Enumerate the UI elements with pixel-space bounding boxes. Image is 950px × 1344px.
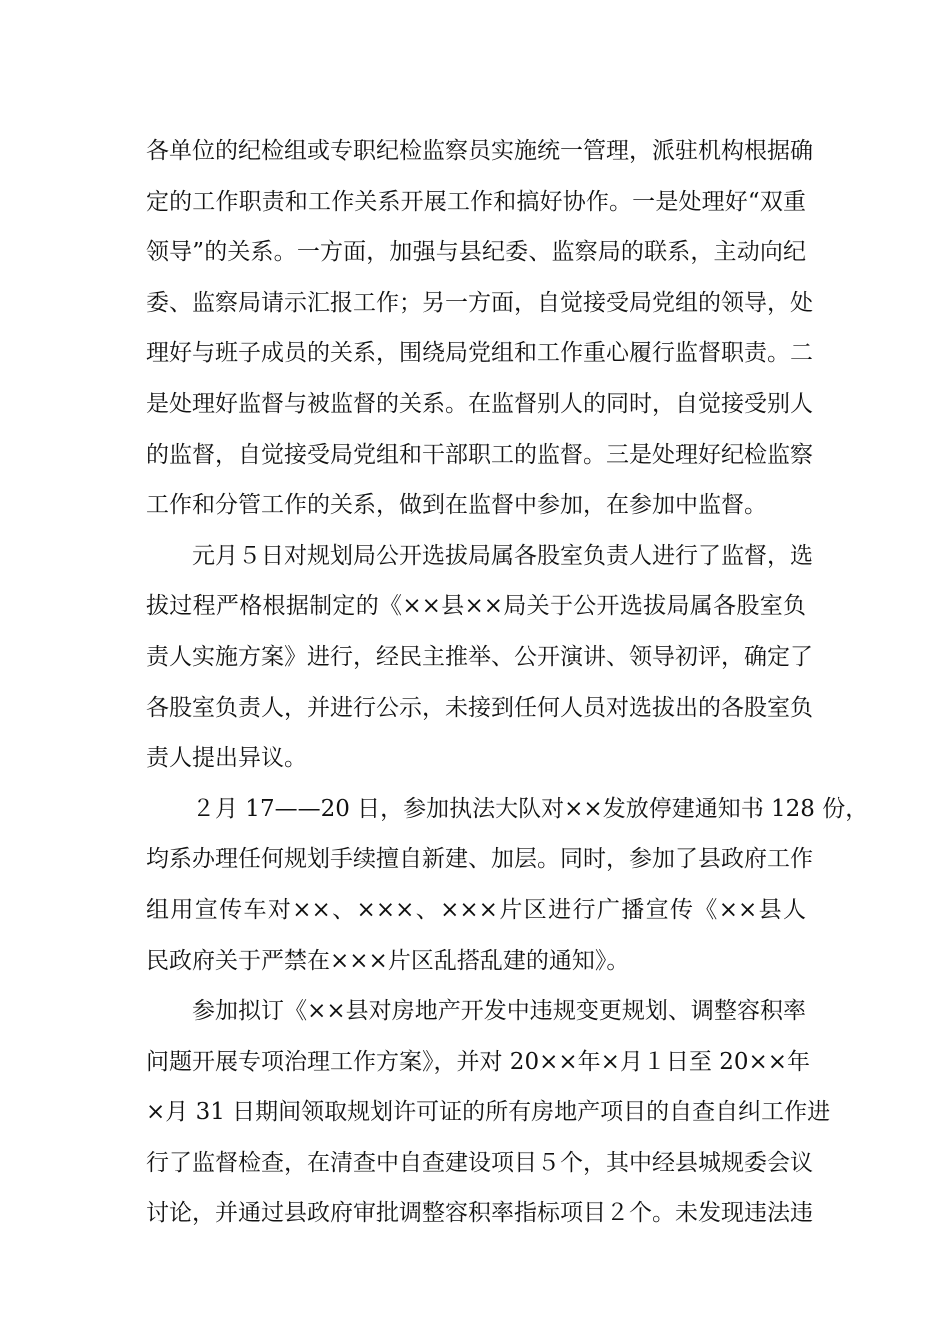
text-line: 元月５日对规划局公开选拔局属各股室负责人进行了监督，选	[192, 542, 813, 569]
paragraph-4	[146, 986, 831, 1239]
text-line: 领导”的关系。一方面，加强与县纪委、监察局的联系，主动向纪	[146, 239, 806, 266]
text-line: 组用宣传车对××、×××、×××片区进行广播宣传《××县人	[146, 896, 806, 923]
text-line: 行了监督检查，在清查中自查建设项目５个，其中经县城规委会议	[146, 1149, 813, 1176]
text-line: 责人提出异议。	[146, 745, 307, 772]
paragraph-3	[146, 784, 869, 986]
text-line: 委、监察局请示汇报工作；另一方面，自觉接受局党组的领导，处	[146, 289, 813, 316]
text-line: 拔过程严格根据制定的《××县××局关于公开选拔局属各股室负	[146, 593, 806, 620]
text-line: 工作和分管工作的关系，做到在监督中参加，在参加中监督。	[146, 492, 767, 519]
document-body	[146, 126, 869, 1239]
text-line: 的监督，自觉接受局党组和干部职工的监督。三是处理好纪检监察	[146, 441, 813, 468]
text-line: 讨论，并通过县政府审批调整容积率指标项目２个。未发现违法违	[146, 1200, 813, 1227]
text-line: 各股室负责人，并进行公示，未接到任何人员对选拔出的各股室负	[146, 694, 813, 721]
text-line: 责人实施方案》进行，经民主推举、公开演讲、领导初评，确定了	[146, 643, 813, 670]
text-line: 定的工作职责和工作关系开展工作和搞好协作。一是处理好“双重	[146, 188, 806, 215]
text-line: ２月 17——20 日，参加执法大队对××发放停建通知书 128 份，	[192, 795, 869, 822]
text-line: ×月 31 日期间领取规划许可证的所有房地产项目的自查自纠工作进	[146, 1099, 831, 1126]
text-line: 各单位的纪检组或专职纪检监察员实施统一管理，派驻机构根据确	[146, 138, 813, 164]
text-line: 均系办理任何规划手续擅自新建、加层。同时，参加了县政府工作	[146, 846, 813, 873]
paragraph-1	[146, 126, 813, 531]
text-line: 参加拟订《××县对房地产开发中违规变更规划、调整容积率	[192, 998, 806, 1025]
text-line: 问题开展专项治理工作方案》，并对 20××年×月１日至 20××年	[146, 1048, 811, 1075]
text-line: 民政府关于严禁在×××片区乱搭乱建的通知》。	[146, 947, 630, 974]
paragraph-2	[146, 531, 813, 784]
text-line: 是处理好监督与被监督的关系。在监督别人的同时，自觉接受别人	[146, 390, 813, 417]
text-line: 理好与班子成员的关系，围绕局党组和工作重心履行监督职责。二	[146, 340, 813, 367]
